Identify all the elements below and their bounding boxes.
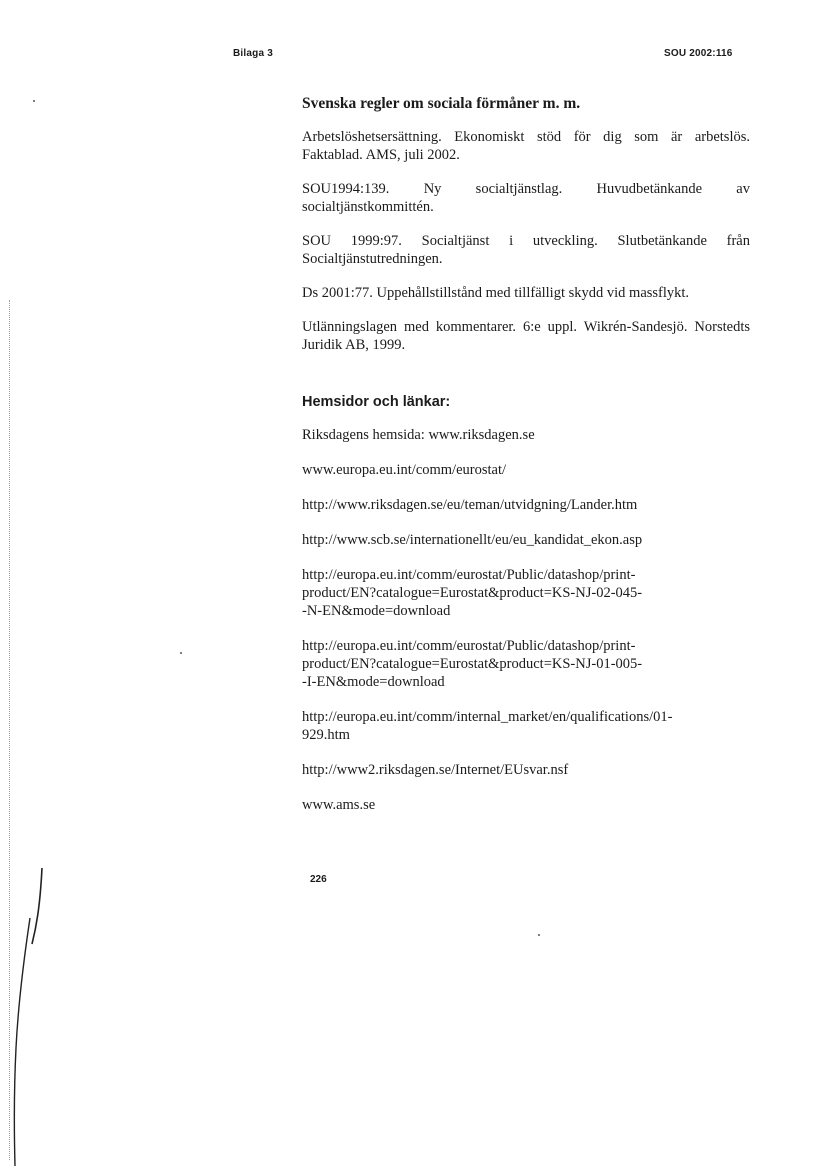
link-item: Riksdagens hemsida: www.riksdagen.se [302,427,535,443]
link-item: http://europa.eu.int/comm/internal_market/en/qualifications/01- 929.htm [302,709,673,743]
content [302,94,750,831]
link-item: www.europa.eu.int/comm/eurostat/ [302,462,507,478]
reference-item: Ds 2001:77. Uppehållstillstånd med tillfälligt skydd vid massflykt. [302,285,690,301]
scan-artifact-dot [538,934,540,936]
link-item: http://europa.eu.int/comm/eurostat/Public/datashop/print- product/EN?catalogue=Eurostat&product=KS-NJ-01-005- -I-EN&mode=download [302,638,643,690]
scan-artifact-dot [180,652,182,654]
scan-artifact-dot [33,100,35,102]
section-heading-websites: Hemsidor och länkar: [302,394,451,410]
section-heading-swedish-rules: Svenska regler om sociala förmåner m. m. [302,95,581,112]
page-number: 226 [310,874,327,885]
appendix-label: Bilaga 3 [233,48,273,59]
reference-item: SOU1994:139. Ny socialtjänstlag. Huvudbetänkande av socialtjänstkommittén. [302,181,750,215]
link-item: http://www.scb.se/internationellt/eu/eu_kandidat_ekon.asp [302,532,643,548]
report-number: SOU 2002:116 [664,48,733,59]
scan-artifact-stroke [0,848,60,1168]
reference-item: SOU 1999:97. Socialtjänst i utveckling. Slutbetänkande från Socialtjänstutredningen. [302,233,750,267]
reference-item: Arbetslöshetsersättning. Ekonomiskt stöd för dig som är arbetslös. Faktablad. AMS, juli 2002. [302,129,750,163]
link-item: http://europa.eu.int/comm/eurostat/Public/datashop/print- product/EN?catalogue=Eurostat&product=KS-NJ-02-045- -N-EN&mode=download [302,567,643,619]
reference-item: Utlänningslagen med kommentarer. 6:e uppl. Wikrén-Sandesjö. Norstedts Juridik AB, 1999. [302,319,750,353]
link-item: http://www.riksdagen.se/eu/teman/utvidgning/Lander.htm [302,497,638,513]
link-item: www.ams.se [302,797,376,813]
link-item: http://www2.riksdagen.se/Internet/EUsvar.nsf [302,762,569,778]
